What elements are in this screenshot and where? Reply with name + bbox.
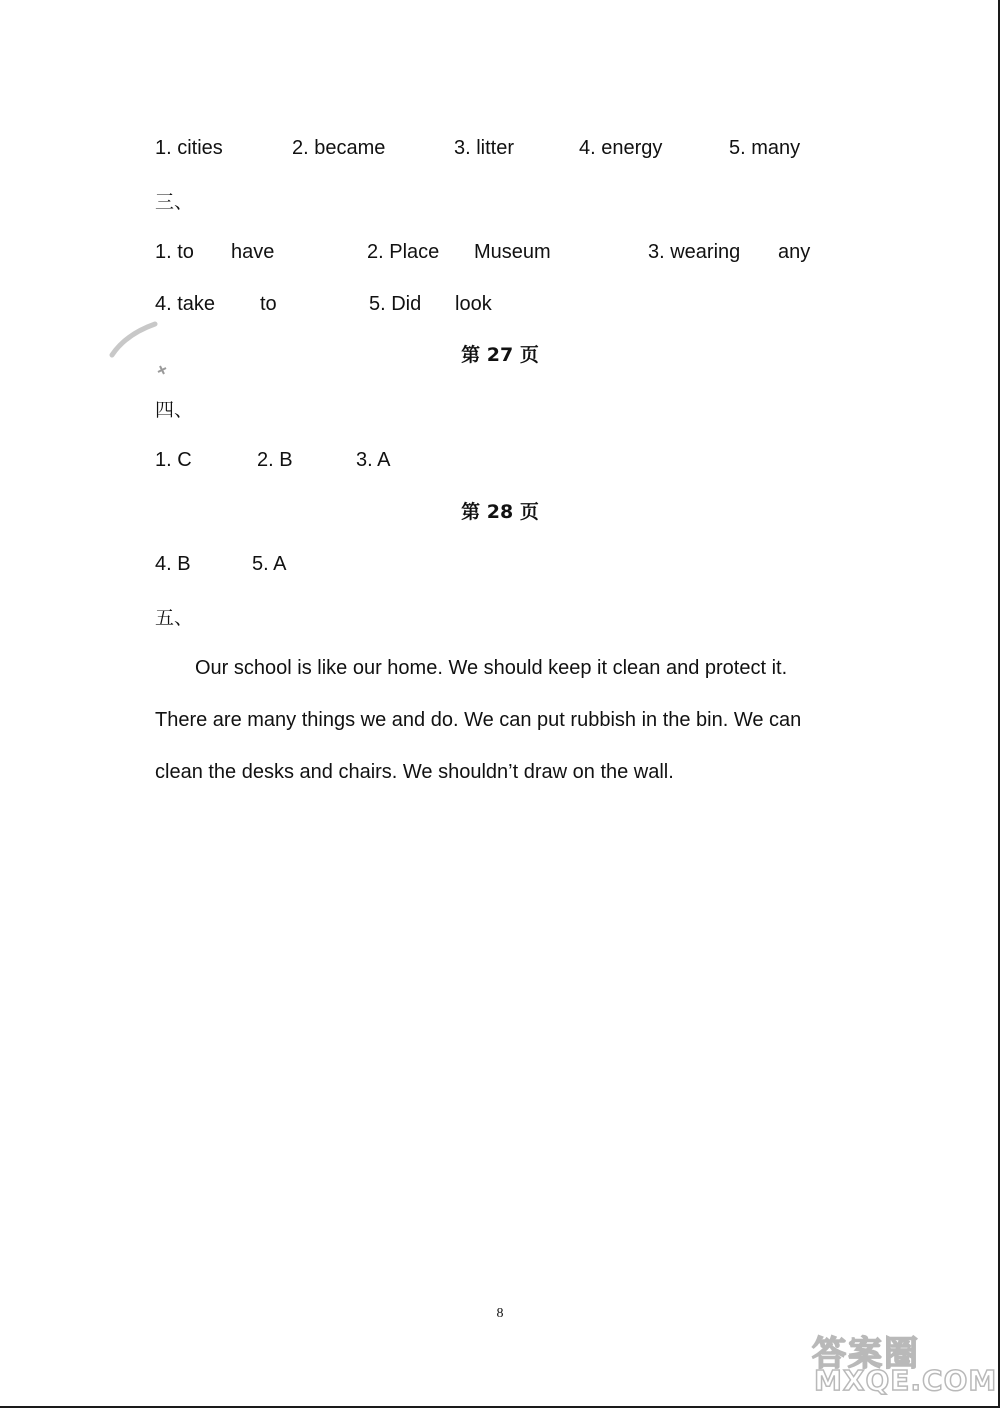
answer-item: 2. Place: [367, 241, 440, 263]
answer-item: 3. litter: [454, 137, 515, 159]
paragraph-line: There are many things we and do. We can put rubbish in the bin. We can: [155, 709, 802, 731]
page28-heading: 第 28 页: [461, 501, 539, 523]
answer-item: 3. wearing: [648, 241, 741, 263]
watermark-logo: [808, 1320, 998, 1400]
answer-item: 4. B: [155, 553, 191, 575]
answer-item: 4. take: [155, 293, 216, 315]
answer-item: 4. energy: [579, 137, 663, 159]
answer-item: 1. to: [155, 241, 194, 263]
answer-item: 1. cities: [155, 137, 223, 159]
watermark-bottom-text: MXQE.COM: [814, 1364, 998, 1397]
paragraph-line: clean the desks and chairs. We shouldn’t draw on the wall.: [155, 761, 674, 783]
answer-item: 5. Did: [369, 293, 422, 315]
paragraph-line: Our school is like our home. We should keep it clean and protect it.: [195, 657, 788, 679]
section5-heading: 五、: [155, 607, 194, 629]
answer-item: 3. A: [356, 449, 391, 471]
answer-item: 5. A: [252, 553, 287, 575]
answer-item: any: [778, 241, 811, 263]
page-number: 8: [496, 1306, 504, 1321]
answer-item: Museum: [474, 241, 551, 263]
page27-heading: 第 27 页: [461, 344, 539, 366]
answer-item: have: [231, 241, 275, 263]
answer-item: 2. became: [292, 137, 386, 159]
section4-heading: 四、: [155, 399, 194, 421]
section3-heading: 三、: [155, 191, 194, 213]
answer-item: 1. C: [155, 449, 192, 471]
answer-item: 2. B: [257, 449, 293, 471]
answer-item: look: [455, 293, 492, 315]
answer-item: to: [260, 293, 277, 315]
answer-item: 5. many: [729, 137, 801, 159]
watermark-top-text: 答案圈: [812, 1334, 920, 1374]
